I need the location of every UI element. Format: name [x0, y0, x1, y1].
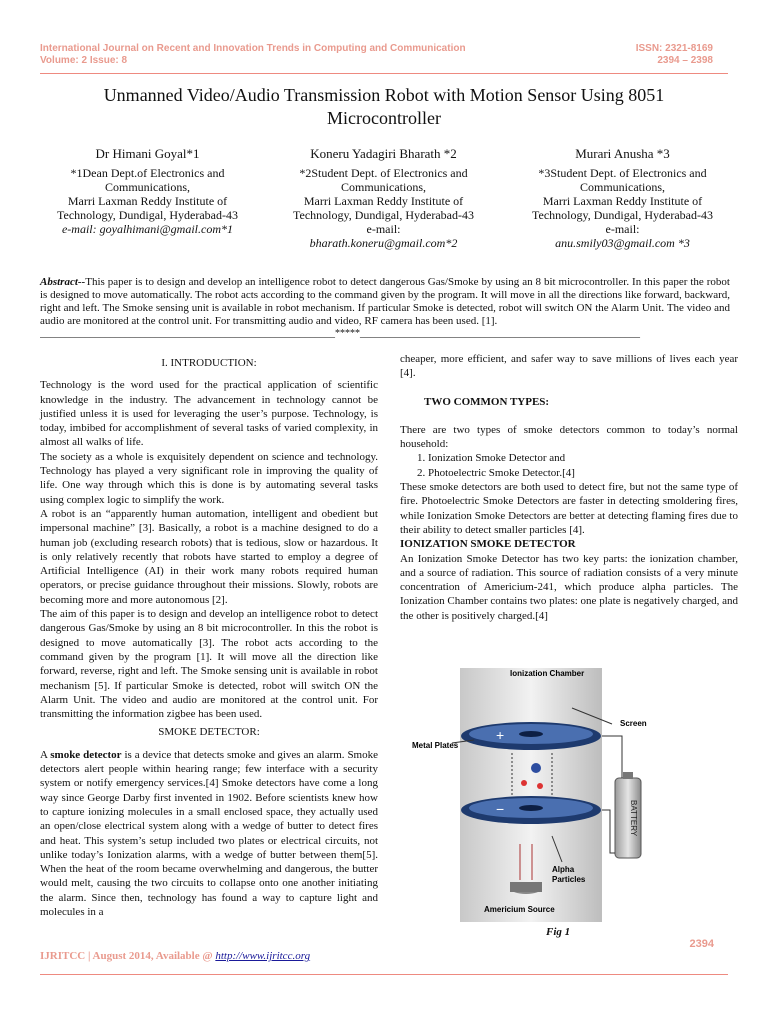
author-name: Murari Anusha *3 — [575, 146, 670, 161]
alpha-label: Alpha — [552, 865, 575, 874]
section-heading: SMOKE DETECTOR: — [158, 726, 260, 739]
types-list — [400, 451, 738, 480]
author-block-3: Murari Anusha *3 *3Student Dept. of Electronics and Communications, Marri Laxman Reddy Institute of Technology, Dundigal, Hyderabad-43 e-mail: anu.smily03@gmail.com *3 — [505, 147, 740, 250]
header-rule — [40, 73, 728, 74]
issn: ISSN: 2321-8169 — [635, 43, 713, 54]
particles-label: Particles — [552, 875, 586, 884]
ion-particle — [537, 783, 543, 789]
page-number: 2394 — [689, 938, 714, 950]
ion-particle — [531, 763, 541, 773]
ion-particle — [521, 780, 527, 786]
paragraph: An Ionization Smoke Detector has two key parts: the ionization chamber, and a source of radiation. This source of radiation consists of a very minute concentration of Americium-241, which produce alpha particles. The Ionization Chamber contains two plates: one plate is negatively charged, and the other is positively charged.[4] — [400, 552, 738, 622]
wire — [602, 736, 622, 778]
list-item: 2. Photoelectric Smoke Detector.[4] — [428, 466, 738, 480]
paper-title: Unmanned Video/Audio Transmission Robot with Motion Sensor Using 8051 Microcontroller — [103, 85, 665, 128]
issn-header — [636, 43, 713, 67]
section-heading: IONIZATION SMOKE DETECTOR — [400, 538, 576, 551]
paragraph: These smoke detectors are both used to detect fire, but not the same type of fire. Photoelectric Smoke Detectors are faster in detecting smoldering fires, while Ionization Smoke Detectors are better at detecting flaming fires due to their ability to detect smaller particles [4]. — [400, 481, 738, 536]
battery-label: BATTERY — [629, 800, 638, 837]
journal-header — [40, 43, 466, 67]
author-name: Koneru Yadagiri Bharath *2 — [310, 146, 457, 161]
ionization-diagram — [412, 668, 652, 922]
separator: ___________________________________________________________*****________________________________________________________ — [40, 328, 640, 339]
paragraph: The society as a whole is exquisitely dependent on science and technology. Technology has played a very significant role in improving the quality of life. One way through which this is done is by automating several tasks using complex logic to simplify the work. — [40, 450, 378, 506]
screen-label: Screen — [620, 719, 647, 728]
paragraph: A smoke detector is a device that detects smoke and gives an alarm. Smoke detectors alert people within hearing range; few interface with a security system or notify emergency services.[4] Smoke detectors have come a long way since George Darby first invented in 1902. Before scientists knew how to capture ionizing molecules in a small enclosed space, they actually used an open/close electrical system along with a wedge of butter to detect fires and heat. This system’s setup included two plates or electrical circuits, not unlike today’s Ionization alarms, with a wedge of butter between them[5]. When the heat of the room became overwhelming and dangerous, the butter would melt, causing the two circuits to collapse onto one another initiating the alarm. Since then, technology has found a way to capture light and molecules in a — [40, 748, 379, 918]
section-heading: TWO COMMON TYPES: — [424, 395, 550, 408]
right-column — [400, 352, 738, 623]
abstract — [40, 276, 730, 328]
paragraph: cheaper, more efficient, and safer way to save millions of lives each year [4]. — [400, 353, 738, 380]
wire — [602, 810, 615, 853]
paragraph: There are two types of smoke detectors common to today’s normal household: — [400, 423, 738, 451]
page-range: 2394 – 2398 — [657, 55, 713, 66]
svg-text:−: − — [496, 801, 505, 817]
journal-volume: Volume: 2 Issue: 8 — [40, 55, 128, 66]
author-email: e-mail: goyalhimani@gmail.com*1 — [61, 222, 233, 236]
list-item: 1. Ionization Smoke Detector and — [428, 451, 738, 465]
author-block-2: Koneru Yadagiri Bharath *2 *2Student Dept. of Electronics and Communications, Marri Laxman Reddy Institute of Technology, Dundigal, Hyderabad-43 e-mail: bharath.koneru@gmail.com*2 — [266, 147, 501, 250]
abstract-label: Abstract-- — [40, 276, 86, 288]
footer-text: IJRITCC | August 2014, Available @ — [40, 950, 216, 962]
paragraph: A robot is an “apparently human automation, intelligent and obedient but impersonal machine” [3]. Basically, a robot is a machine designed to do a human job (excluding research robots) that is tedious, slow or hazardous. It is only relatively recently that robots have started to employ a degree of Artificial Intelligence (AI) in their work many robots required human operators, or precise guidance throughout their missions. Slowly, robots are becoming more and more autonomous [2]. — [40, 507, 378, 606]
footer — [40, 950, 310, 962]
left-column — [40, 356, 378, 919]
journal-name: International Journal on Recent and Innovation Trends in Computing and Communication — [40, 43, 466, 54]
author-name: Dr Himani Goyal*1 — [95, 146, 200, 161]
footer-rule — [40, 974, 728, 975]
abstract-text: This paper is to design and develop an intelligence robot to detect dangerous Gas/Smoke by using an 8 bit microcontroller. In this paper the robot is designed to move automatically. The robot acts according to the command given by the program. It will move in all the directions like forward, backward, right and left. The Smoke sensing unit is available in robot mechanism. If particular Smoke is detected, robot will switch ON the Alarm Unit. The video and audio are monitored at the control unit. For transmitting audio and video, RF camera has been used. [1]. — [40, 276, 730, 327]
paragraph: Technology is the word used for the practical application of scientific knowledge in the industry. The advancement in technology cannot be justified unless it is used for leveraging the user’s purpose. Technology, is today, imbibed for accomplishment of several tasks of varied complexity, in almost all walks of life. — [40, 379, 378, 449]
paragraph: The aim of this paper is to design and develop an intelligence robot to detect dangerous Gas/Smoke by using an 8 bit microcontroller. In this the robot is designed to move automatically [3]. The robot acts according to the command given by the program [1]. It will move all the direction like forward, reverse, right and left. The Smoke sensing unit is available in robot mechanism [5]. If particular Smoke is detected, robot will switch ON the Alarm Unit. The video and audio are monitored at the control unit. For transmitting the information zigbee has been used. — [40, 608, 378, 721]
svg-text:+: + — [496, 727, 505, 743]
author-email: bharath.koneru@gmail.com*2 — [309, 236, 458, 250]
section-heading: I. INTRODUCTION: — [161, 357, 257, 369]
metal-plates-label: Metal Plates — [412, 741, 459, 750]
figure-caption: Fig 1 — [546, 926, 571, 938]
source-label: Americium Source — [484, 905, 555, 914]
chamber-label: Ionization Chamber — [510, 669, 585, 678]
author-email: anu.smily03@gmail.com *3 — [555, 236, 690, 250]
journal-link[interactable]: http://www.ijritcc.org — [215, 950, 311, 962]
ionization-figure — [412, 668, 652, 922]
author-block-1: Dr Himani Goyal*1 *1Dean Dept.of Electronics and Communications, Marri Laxman Reddy Institute of Technology, Dundigal, Hyderabad-43 e-mail: goyalhimani@gmail.com*1 — [30, 147, 265, 236]
